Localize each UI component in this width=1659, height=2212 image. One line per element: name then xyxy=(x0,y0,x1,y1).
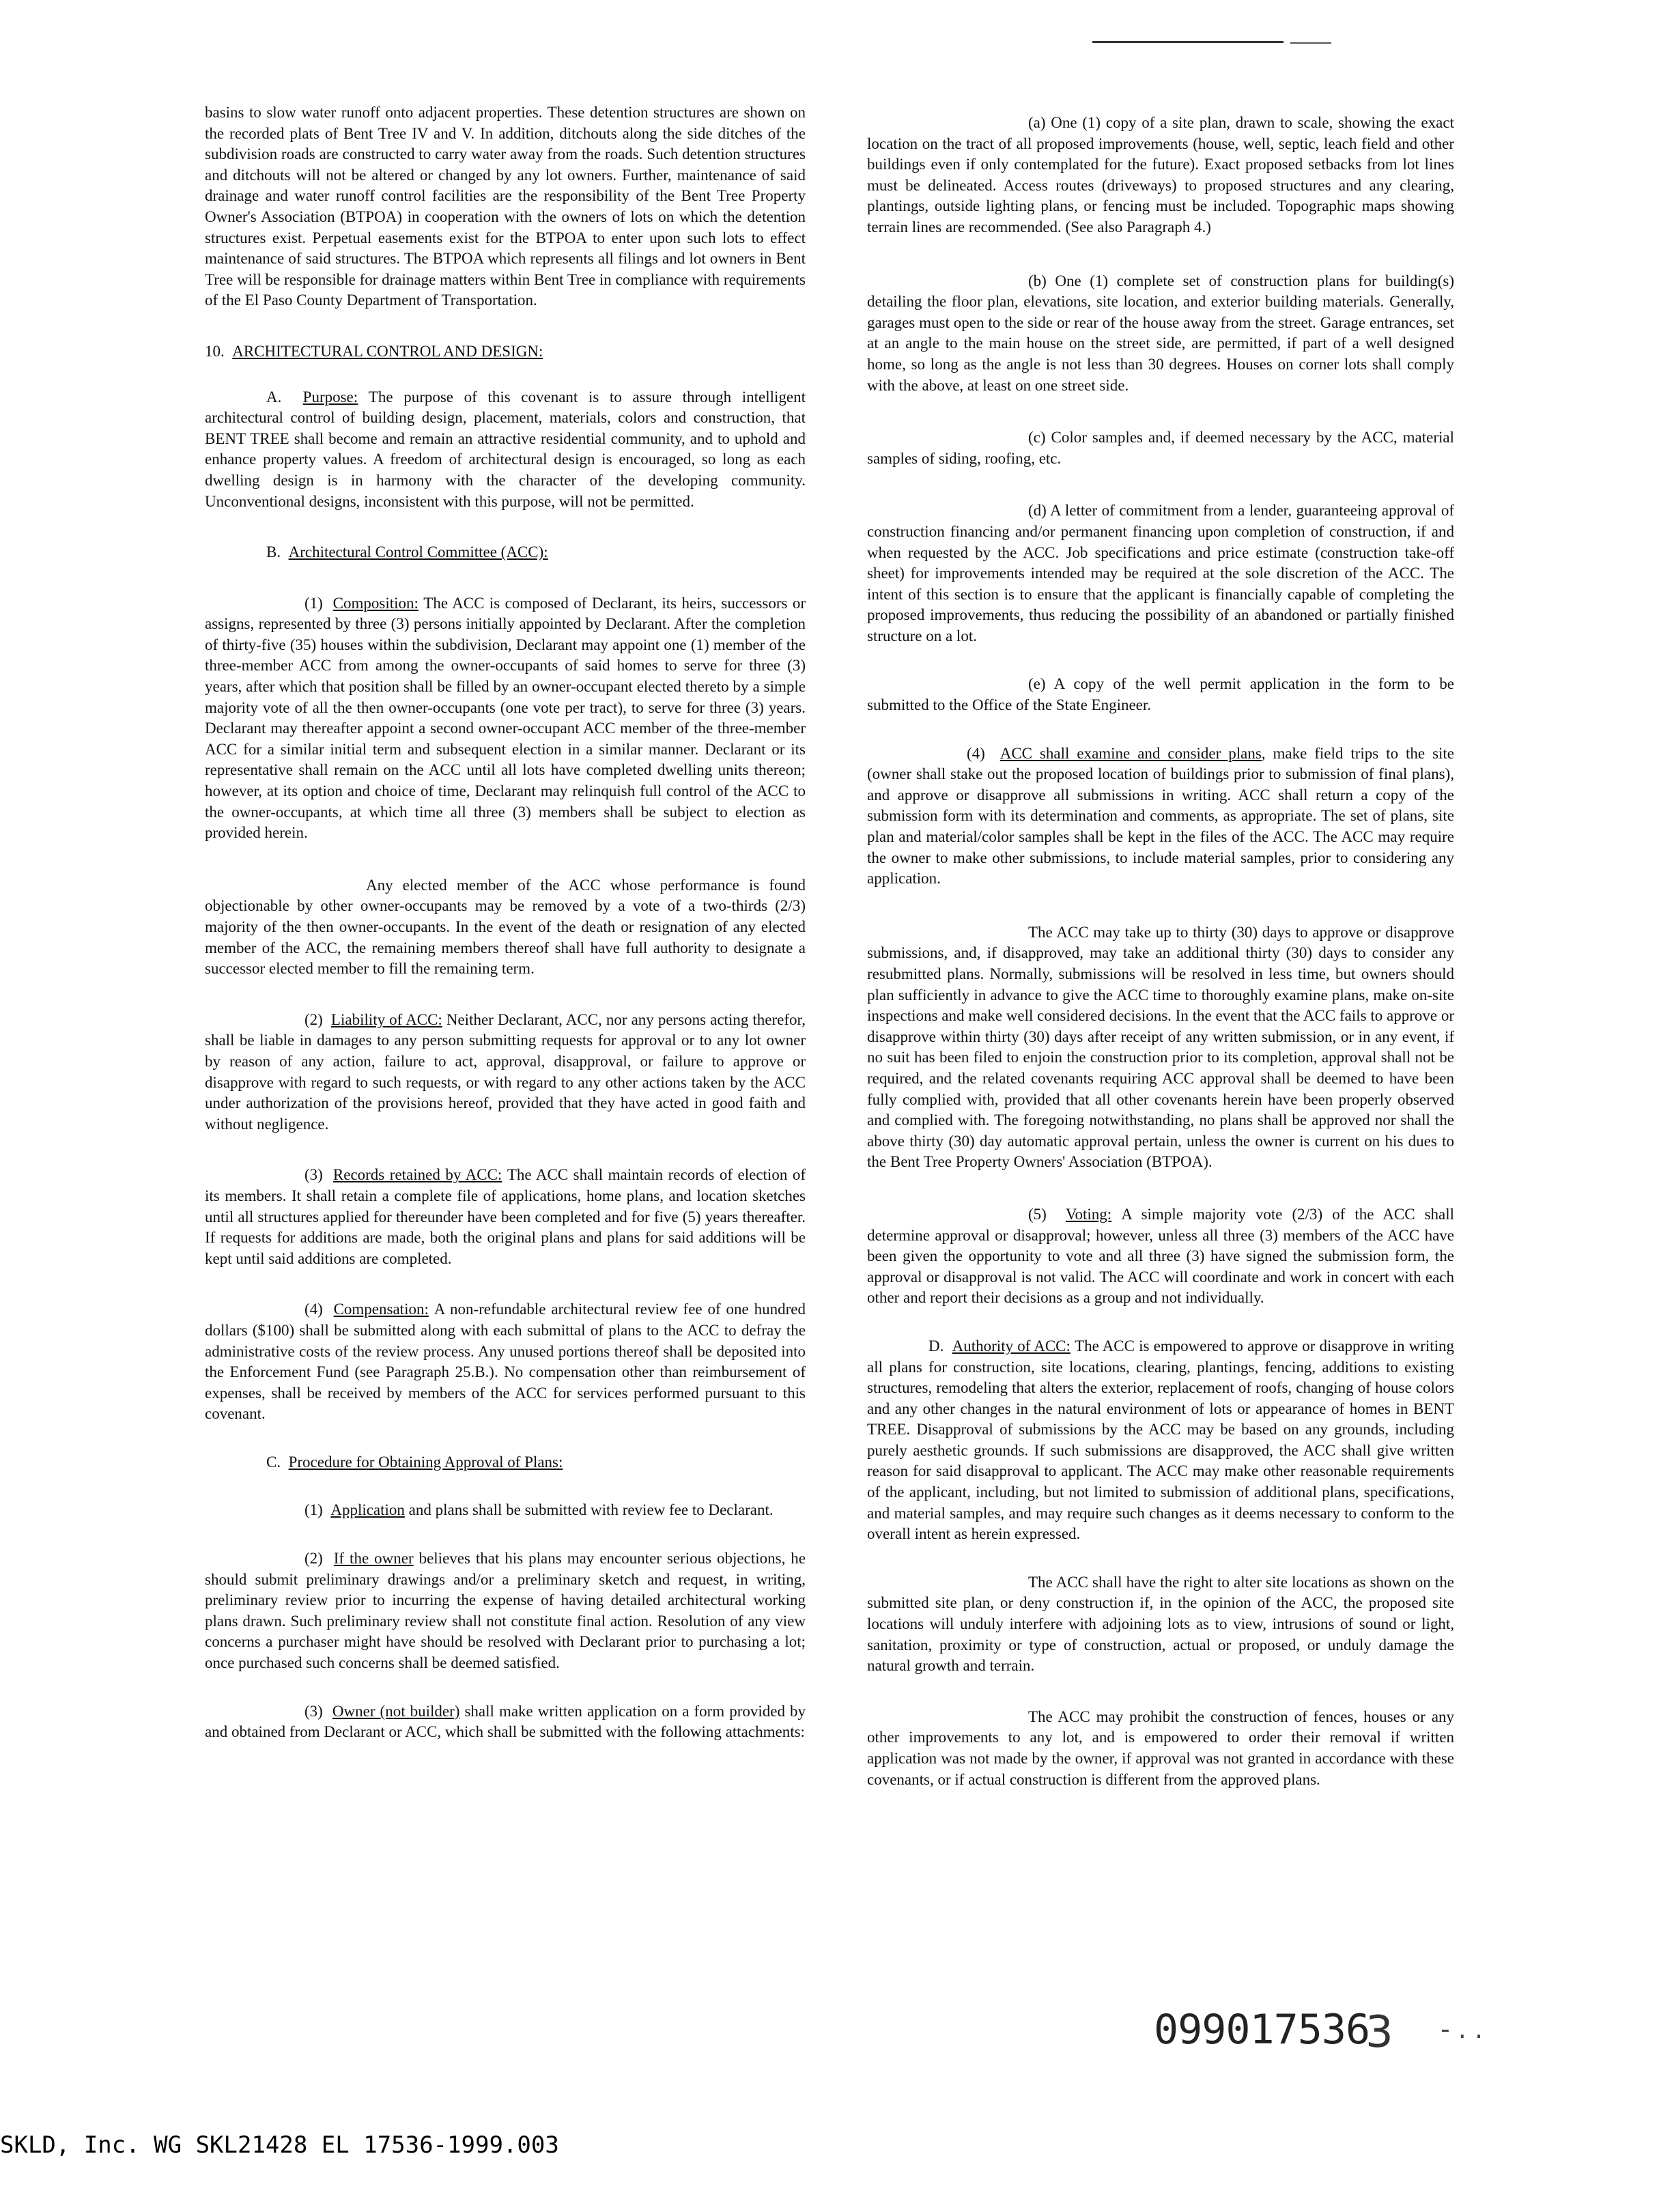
section-10-heading: 10. ARCHITECTURAL CONTROL AND DESIGN: xyxy=(205,342,543,360)
purpose-paragraph: A. Purpose: The purpose of this covenant is to assure through intelligent architectural control of building design, placement, materials, colors and construction, that BENT TREE shall become and remain an attractive residential community, and to uphold and enhance property values. A freedom of architectural design is encouraged, so long as each dwelling design is in harmony with the character of the developing community. Unconventional designs, inconsistent with this purpose, will not be permitted. xyxy=(205,388,806,510)
footer-identifier: SKLD, Inc. WG SKL21428 EL 17536-1999.003 xyxy=(0,2131,559,2159)
drainage-paragraph: basins to slow water runoff onto adjacent properties. These detention structures are shown on the recorded plats of Bent Tree IV and V. In addition, ditchouts along the side ditches of the subdivision roads are constructed to carry water away from the roads. Such detention structures and ditchouts will not be altered or changed by any lot owners. Further, maintenance of said drainage and water runoff control facilities are the responsibility of the Bent Tree Property Owner's Association (BTPOA) in cooperation with the owners of lots on which the detention structures exist. Perpetual easements exist for the BTPOA to enter upon such lots to effect maintenance of said structures. The BTPOA which represents all filings and lot owners in Bent Tree will be responsible for drainage matters within Bent Tree in compliance with requirements of the El Paso County Department of Transportation. xyxy=(205,104,806,309)
top-rule xyxy=(1092,41,1284,43)
handwritten-mark: 3 xyxy=(1365,2007,1393,2058)
color-samples-paragraph: (c) Color samples and, if deemed necessary by the ACC, material samples of siding, roofing, etc. xyxy=(867,429,1454,467)
well-permit-paragraph: (e) A copy of the well permit application in the form to be submitted to the Office of the State Engineer. xyxy=(867,675,1454,714)
composition-paragraph: (1) Composition: The ACC is composed of Declarant, its heirs, successors or assigns, represented by three (3) persons initially appointed by Declarant. After the completion of thirty-five (35) houses within the subdivision, Declarant may appoint one (1) member of the three-member ACC from among the owner-occupants of said homes to serve for three (3) years, after which that position shall be filled by an owner-occupant elected thereto by a simple majority vote of all the then owner-occupants (one vote per tract), to serve for three (3) years. Declarant may thereafter appoint a second owner-occupant ACC member of the three-member ACC for a similar initial term and subsequent election in a similar manner. Declarant or its representative shall remain on the ACC until all lots have completed dwelling units thereon; however, at its option and choice of time, Declarant may relinquish full control of the ACC to the owner-occupants, at which time all three (3) members shall be subject to election as provided herein. xyxy=(205,594,806,842)
top-rule-short xyxy=(1290,42,1331,44)
approval-timing-paragraph: The ACC may take up to thirty (30) days to approve or disapprove submissions, and, if disapproved, may take an additional thirty (30) days to consider any resubmitted plans. Normally, submissions will be resolved in less time, but owners should plan sufficiently in advance to give the ACC time to thoroughly examine plans, make on-site inspections and make well considered decisions. In the event that the ACC fails to approve or disapprove within thirty (30) days after receipt of any written submission, or in any event, if no suit has been filed to enjoin the construction prior to its completion, approval shall not be required, and the related covenants requiring ACC approval shall be deemed to have been fully complied with, provided that all other covenants herein have been properly observed and complied with. The foregoing notwithstanding, no plans shall be approved nor shall the above thirty (30) day automatic approval pertain, unless the owner is current on his dues to the Bent Tree Property Owners' Association (BTPOA). xyxy=(867,923,1454,1171)
examine-plans-paragraph: (4) ACC shall examine and consider plans, make field trips to the site (owner shall stake out the proposed location of buildings prior to submission of final plans), and approve or disapprove all submissions in writing. ACC shall return a copy of the submission form with its determination and comments, as appropriate. The set of plans, site plan and material/color samples shall be kept in the files of the ACC. The ACC may require the owner to make other submissions, to include material samples, prior to considering any application. xyxy=(867,744,1455,888)
acc-heading: B. Architectural Control Committee (ACC): xyxy=(266,543,548,561)
procedure-heading: C. Procedure for Obtaining Approval of Plans: xyxy=(266,1453,563,1471)
section-10-title: ARCHITECTURAL CONTROL AND DESIGN: xyxy=(232,342,543,360)
site-plan-paragraph: (a) One (1) copy of a site plan, drawn to scale, showing the exact location on the tract of all proposed improvements (house, well, septic, leach field and other buildings even if only contemplated for the future). Exact proposed setbacks from lot lines must be delineated. Access routes (driveways) to proposed structures and any clearing, plantings, outside lighting plans, or fencing must be included. Topographic maps showing terrain lines are recommended. (See also Paragraph 4.) xyxy=(867,114,1454,236)
application-paragraph: (1) Application and plans shall be submitted with review fee to Declarant. xyxy=(304,1501,774,1519)
records-paragraph: (3) Records retained by ACC: The ACC shall maintain records of election of its members. It shall retain a complete file of applications, home plans, and location sketches until all structures applied for thereunder have been completed and for five (5) years thereafter. If requests for additions are made, both the original plans and plans for said additions will be kept until said additions are completed. xyxy=(205,1166,806,1267)
construction-plans-paragraph: (b) One (1) complete set of construction plans for building(s) detailing the floor plan, elevations, site location, and exterior building materials. Generally, garages must open to the side or rear of the house away from the street. Garage entrances, set at an angle to the main house on the street side, are permitted, if part of a well designed home, so long as the angle is not less than 30 degrees. Houses on corner lots shall comply with the above, at least on one street side. xyxy=(867,272,1454,394)
alter-site-paragraph: The ACC shall have the right to alter site locations as shown on the submitted site plan, or deny construction if, in the opinion of the ACC, the proposed site locations will unduly interfere with adjoining lots as to view, intrusions of sound or light, sanitation, proximity or type of construction, actual or proposed, or unduly damage the natural growth and terrain. xyxy=(867,1573,1454,1675)
owner-application-paragraph: (3) Owner (not builder) shall make written application on a form provided by and obtained from Declarant or ACC, which shall be submitted with the following attachments: xyxy=(205,1702,806,1741)
document-stamp-number: 099017536 xyxy=(1154,2006,1370,2054)
right-column xyxy=(867,113,1454,1817)
removal-paragraph: Any elected member of the ACC whose performance is found objectionable by other owner-occupants may be removed by a vote of a two-thirds (2/3) majority of the then owner-occupants. In the event of the death or resignation of any elected member of the ACC, the remaining members thereof shall have full authority to designate a successor elected member to fill the remaining term. xyxy=(205,876,806,978)
authority-paragraph: D. Authority of ACC: The ACC is empowered to approve or disapprove in writing all plans for construction, site locations, clearing, plantings, fencing, additions to existing structures, remodeling that alters the exterior, replacement of roofs, changing of house colors and any other changes in the natural environment of lots or appearance of homes in BENT TREE. Disapproval of submissions by the ACC may be based on any grounds, including purely aesthetic grounds. If such submissions are disapproved, the ACC shall give written reason for said disapproval to applicant. The ACC may make other reasonable requirements of the applicant, including, but not limited to submission of additional plans, specifications, and material samples, and may require such changes as it deems necessary to conform to the overall intent as herein expressed. xyxy=(867,1337,1455,1543)
preliminary-review-paragraph: (2) If the owner believes that his plans may encounter serious objections, he should submit preliminary drawings and/or a preliminary sketch and request, in writing, preliminary review prior to incurring the expense of having detailed architectural working plans drawn. Such preliminary review shall not constitute final action. Resolution of any view concerns a purchaser might have should be resolved with Declarant prior to purchasing a lot; once purchased such concerns shall be deemed satisfied. xyxy=(205,1550,806,1672)
prohibit-construction-paragraph: The ACC may prohibit the construction of fences, houses or any other improvements to any lot, and is empowered to order their removal if written application was not made by the owner, if approval was not granted in accordance with these covenants, or if actual construction is different from the approved plans. xyxy=(867,1707,1454,1788)
compensation-paragraph: (4) Compensation: A non-refundable architectural review fee of one hundred dollars ($100) shall be submitted along with each submittal of plans to the ACC to defray the administrative costs of the review process. Any unused portions thereof shall be deposited into the Enforcement Fund (see Paragraph 25.B.). No compensation other than reimbursement of expenses, shall be received by members of the ACC for services performed pursuant to this covenant. xyxy=(205,1301,806,1423)
left-column xyxy=(205,102,806,1770)
voting-paragraph: (5) Voting: A simple majority vote (2/3) of the ACC shall determine approval or disapproval; however, unless all three (3) members of the ACC have been given the opportunity to vote and all three (3) have signed the submission form, the approval or disapproval is not valid. The ACC will coordinate and work in concert with each other and report their decisions as a group and not individually. xyxy=(867,1205,1455,1307)
scan-artifact-icon: - . . xyxy=(1441,2014,1484,2044)
lender-letter-paragraph: (d) A letter of commitment from a lender, guaranteeing approval of construction financing and/or permanent financing upon completion of construction, if and when requested by the ACC. Job specifications and price estimate (construction take-off sheet) for improvements intended may be required at the sole discretion of the ACC. The intent of this section is to ensure that the applicant is financially capable of completing the proposed improvements, thus reducing the possibility of an abandoned or partially finished structure on a lot. xyxy=(867,502,1454,644)
liability-paragraph: (2) Liability of ACC: Neither Declarant, ACC, nor any persons acting therefor, shall be liable in damages to any person submitting requests for approval or to any lot owner by reason of any action, failure to act, approval, disapproval, or failure to approve or disapprove with regard to such requests, or with regard to any other actions taken by the ACC under authorization of the provisions hereof, provided that they have acted in good faith and without negligence. xyxy=(205,1010,806,1133)
